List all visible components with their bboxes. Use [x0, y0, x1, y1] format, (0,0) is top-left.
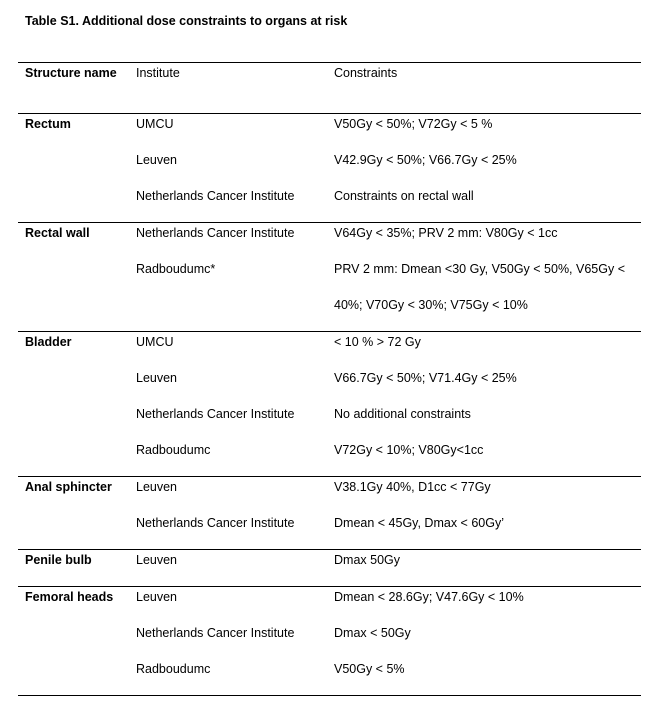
constraints-cell: V50Gy < 50%; V72Gy < 5 % [334, 117, 493, 131]
header-institute: Institute [136, 66, 180, 80]
constraints-cell: No additional constraints [334, 407, 471, 421]
table-body [18, 114, 641, 696]
constraints-table [18, 62, 641, 696]
institute-cell: Leuven [136, 590, 178, 604]
constraints-cell: Dmean < 45Gy, Dmax < 60Gy’ [334, 516, 504, 530]
constraints-cell: PRV 2 mm: Dmean <30 Gy, V50Gy < 50%, V65Gy < [334, 262, 625, 276]
constraints-cell: Dmax 50Gy [334, 553, 400, 567]
institute-cell: Netherlands Cancer Institute [136, 189, 295, 203]
table-group [18, 477, 641, 549]
institute-cell: Leuven [136, 553, 178, 567]
structure-name-cell: Penile bulb [25, 553, 92, 567]
institute-cell: Leuven [136, 371, 178, 385]
institute-cell: Netherlands Cancer Institute [136, 407, 295, 421]
institute-cell: Radboudumc [136, 443, 211, 457]
institute-cell: Leuven [136, 480, 178, 494]
institute-cell: Netherlands Cancer Institute [136, 626, 295, 640]
table-row [18, 150, 641, 186]
header-structure-name: Structure name [25, 66, 117, 80]
table-row [18, 223, 641, 259]
table-row [18, 332, 641, 368]
table-row [18, 295, 641, 331]
constraints-cell: V50Gy < 5% [334, 662, 405, 676]
structure-name-cell: Femoral heads [25, 590, 114, 604]
table-row [18, 513, 641, 549]
table-row [18, 114, 641, 150]
group-rule [18, 695, 641, 696]
structure-name-cell: Bladder [25, 335, 72, 349]
constraints-cell: Dmax < 50Gy [334, 626, 411, 640]
constraints-cell: V38.1Gy 40%, D1cc < 77Gy [334, 480, 491, 494]
institute-cell: Leuven [136, 153, 178, 167]
table-header-row [18, 63, 641, 113]
table-group [18, 223, 641, 331]
table-row [18, 186, 641, 222]
table-row [18, 550, 641, 586]
table-row [18, 659, 641, 695]
institute-cell: Netherlands Cancer Institute [136, 516, 295, 530]
table-group [18, 114, 641, 222]
institute-cell: Radboudumc [136, 662, 211, 676]
institute-cell: UMCU [136, 335, 174, 349]
table-row [18, 477, 641, 513]
institute-cell: UMCU [136, 117, 174, 131]
table-row [18, 368, 641, 404]
table-row [18, 404, 641, 440]
table-group [18, 550, 641, 586]
institute-cell: Radboudumc* [136, 262, 216, 276]
table-row [18, 587, 641, 623]
constraints-cell: Dmean < 28.6Gy; V47.6Gy < 10% [334, 590, 524, 604]
structure-name-cell: Anal sphincter [25, 480, 112, 494]
table-title: Table S1. Additional dose constraints to organs at risk [25, 14, 348, 28]
constraints-cell: < 10 % > 72 Gy [334, 335, 421, 349]
table-row [18, 440, 641, 476]
structure-name-cell: Rectal wall [25, 226, 90, 240]
constraints-cell: V66.7Gy < 50%; V71.4Gy < 25% [334, 371, 517, 385]
table-row [18, 259, 641, 295]
constraints-cell: 40%; V70Gy < 30%; V75Gy < 10% [334, 298, 528, 312]
institute-cell: Netherlands Cancer Institute [136, 226, 295, 240]
header-constraints: Constraints [334, 66, 398, 80]
constraints-cell: Constraints on rectal wall [334, 189, 474, 203]
table-row [18, 623, 641, 659]
table-group [18, 332, 641, 476]
constraints-cell: V42.9Gy < 50%; V66.7Gy < 25% [334, 153, 517, 167]
structure-name-cell: Rectum [25, 117, 71, 131]
constraints-cell: V64Gy < 35%; PRV 2 mm: V80Gy < 1cc [334, 226, 558, 240]
constraints-cell: V72Gy < 10%; V80Gy<1cc [334, 443, 484, 457]
table-group [18, 587, 641, 695]
